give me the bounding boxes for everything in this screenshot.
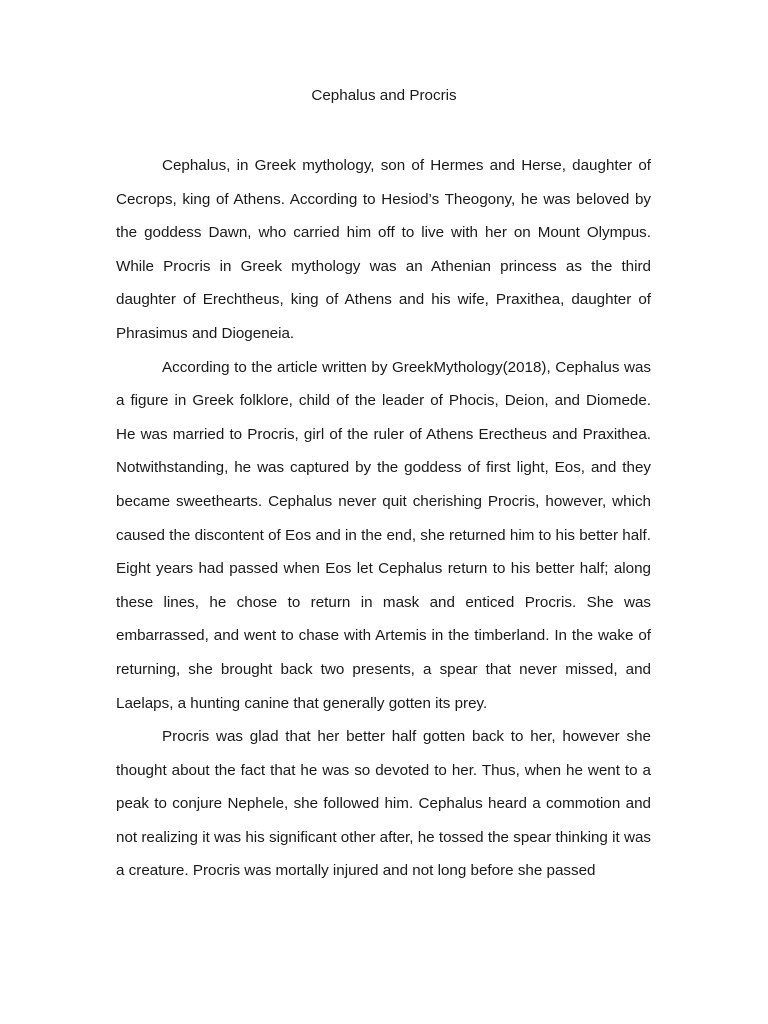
paragraph-2: According to the article written by GreekMythology(2018), Cephalus was a figure in Greek folklore, child of the leader of Phocis, Deion, and Diomede. He was married to Procris, girl of the ruler of Athens Erectheus and Praxithea. Notwithstanding, he was captured by the goddess of first light, Eos, and they became sweethearts. Cephalus never quit cherishing Procris, however, which caused the discontent of Eos and in the end, she returned him to his better half. Eight years had passed when Eos let Cephalus return to his better half; along these lines, he chose to return in mask and enticed Procris. She was embarrassed, and went to chase with Artemis in the timberland. In the wake of returning, she brought back two presents, a spear that never missed, and Laelaps, a hunting canine that generally gotten its prey. — [116, 358, 651, 712]
document-body — [116, 149, 651, 888]
document-title: Cephalus and Procris — [311, 87, 457, 104]
paragraph-3: Procris was glad that her better half gotten back to her, however she thought about the fact that he was so devoted to her. Thus, when he went to a peak to conjure Nephele, she followed him. Cephalus heard a commotion and not realizing it was his significant other after, he tossed the spear thinking it was a creature. Procris was mortally injured and not long before she passed — [116, 728, 651, 880]
paragraph-1: Cephalus, in Greek mythology, son of Hermes and Herse, daughter of Cecrops, king of Athens. According to Hesiod’s Theogony, he was beloved by the goddess Dawn, who carried him off to live with her on Mount Olympus. While Procris in Greek mythology was an Athenian princess as the third daughter of Erechtheus, king of Athens and his wife, Praxithea, daughter of Phrasimus and Diogeneia. — [116, 157, 651, 342]
